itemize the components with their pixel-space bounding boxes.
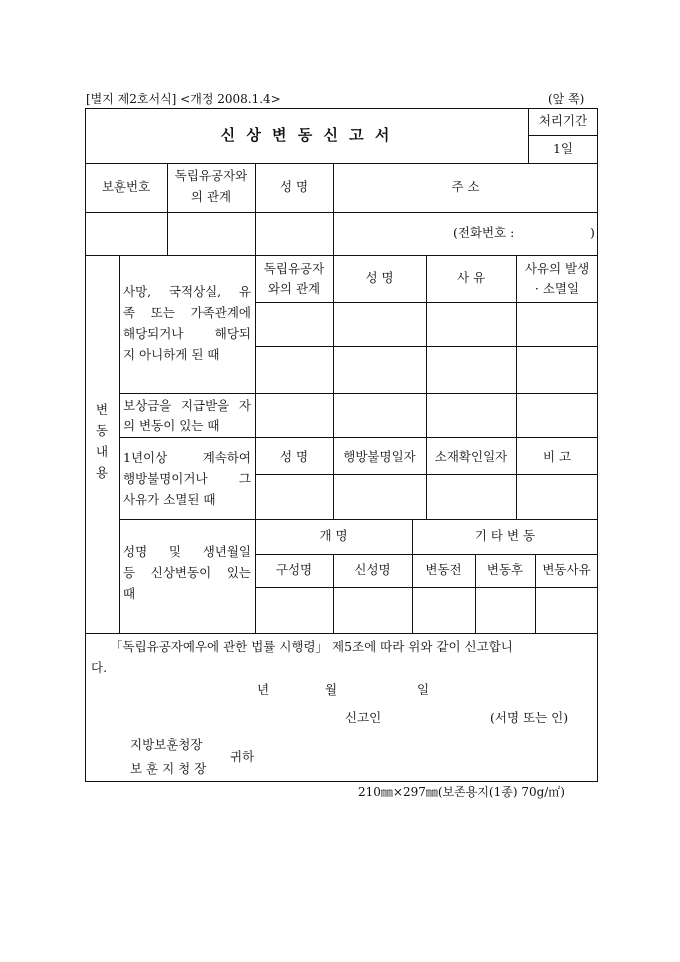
- bohun-number-label: 보훈번호: [101, 179, 151, 194]
- date-month-label: 월: [325, 682, 338, 697]
- section1-col1-line1: 독립유공자: [263, 261, 325, 276]
- recipient-line1: 지방보훈청장: [130, 737, 203, 752]
- section1-line2: 족 또는 가족관계에: [123, 305, 251, 320]
- section1-line3: 해당되거나 해당되: [123, 326, 251, 341]
- address-label: 주 소: [451, 179, 480, 194]
- processing-period-value: 1일: [552, 141, 574, 156]
- section3-col4: 비 고: [542, 449, 572, 464]
- recipient-suffix: 귀하: [230, 749, 255, 764]
- section4-sub-before: 변동전: [425, 562, 462, 577]
- section1-col3: 사 유: [456, 270, 486, 285]
- change-content-label-4: 용: [95, 465, 109, 480]
- section3-line2: 행방불명이거나 그: [123, 471, 251, 486]
- section4-sub-old-name: 구성명: [275, 562, 313, 577]
- section3-line1: 1년이상 계속하여: [123, 450, 251, 465]
- section1-col4-line1: 사유의 발생: [524, 261, 590, 276]
- section4-sub-new-name: 신성명: [354, 562, 391, 577]
- section3-col2: 행방불명일자: [343, 449, 416, 464]
- section4-line3: 때: [123, 586, 136, 601]
- paper-spec: 210㎜×297㎜(보존용지(1종) 70g/㎡): [358, 785, 565, 799]
- section1-col2: 성 명: [365, 270, 394, 285]
- change-content-label-2: 동: [95, 423, 109, 438]
- phone-number-close: ): [590, 225, 595, 240]
- section4-group-other: 기 타 변 동: [474, 528, 536, 543]
- signature-label: (서명 또는 인): [490, 710, 569, 725]
- relation-label-line2: 의 관계: [190, 189, 232, 204]
- section3-line3: 사유가 소멸된 때: [123, 492, 216, 507]
- declaration-line1: 「독립유공자예우에 관한 법률 시행령」 제5조에 따라 위와 같이 신고합니: [110, 639, 513, 654]
- form-number: [별지 제2호서식] <개정 2008.1.4>: [86, 92, 281, 106]
- section1-col1-line2: 와의 관계: [267, 281, 321, 296]
- form-title: 신 상 변 동 신 고 서: [220, 126, 393, 144]
- report-form: [85, 108, 598, 782]
- date-day-label: 일: [417, 682, 430, 697]
- section3-col3: 소재확인일자: [434, 449, 508, 464]
- phone-number-label: (전화번호 :: [453, 225, 515, 240]
- section3-col1: 성 명: [279, 449, 309, 464]
- declarant-label: 신고인: [345, 710, 382, 725]
- change-content-label-1: 변: [95, 402, 109, 417]
- section4-group-rename: 개 명: [319, 528, 348, 543]
- change-content-label-3: 내: [95, 444, 109, 459]
- processing-period-label: 처리기간: [538, 113, 588, 128]
- name-label: 성 명: [279, 179, 309, 194]
- recipient-line2: 보 훈 지 청 장: [130, 761, 207, 776]
- relation-label-line1: 독립유공자와: [174, 168, 248, 183]
- section2-line1: 보상금을 지급받을 자: [123, 398, 251, 413]
- section1-line1: 사망, 국적상실, 유: [123, 284, 251, 299]
- page-side: (앞 쪽): [548, 92, 585, 106]
- section1-col4-line2: · 소멸일: [534, 281, 580, 296]
- date-year-label: 년: [257, 682, 270, 697]
- section4-sub-after: 변동후: [486, 562, 524, 577]
- section4-sub-reason: 변동사유: [542, 562, 591, 577]
- section4-line1: 성명 및 생년월일: [123, 544, 251, 559]
- section4-line2: 등 신상변동이 있는: [123, 565, 251, 580]
- section2-line2: 의 변동이 있는 때: [123, 418, 220, 433]
- declaration-line2: 다.: [91, 660, 108, 675]
- section1-line4: 지 아니하게 된 때: [123, 347, 220, 362]
